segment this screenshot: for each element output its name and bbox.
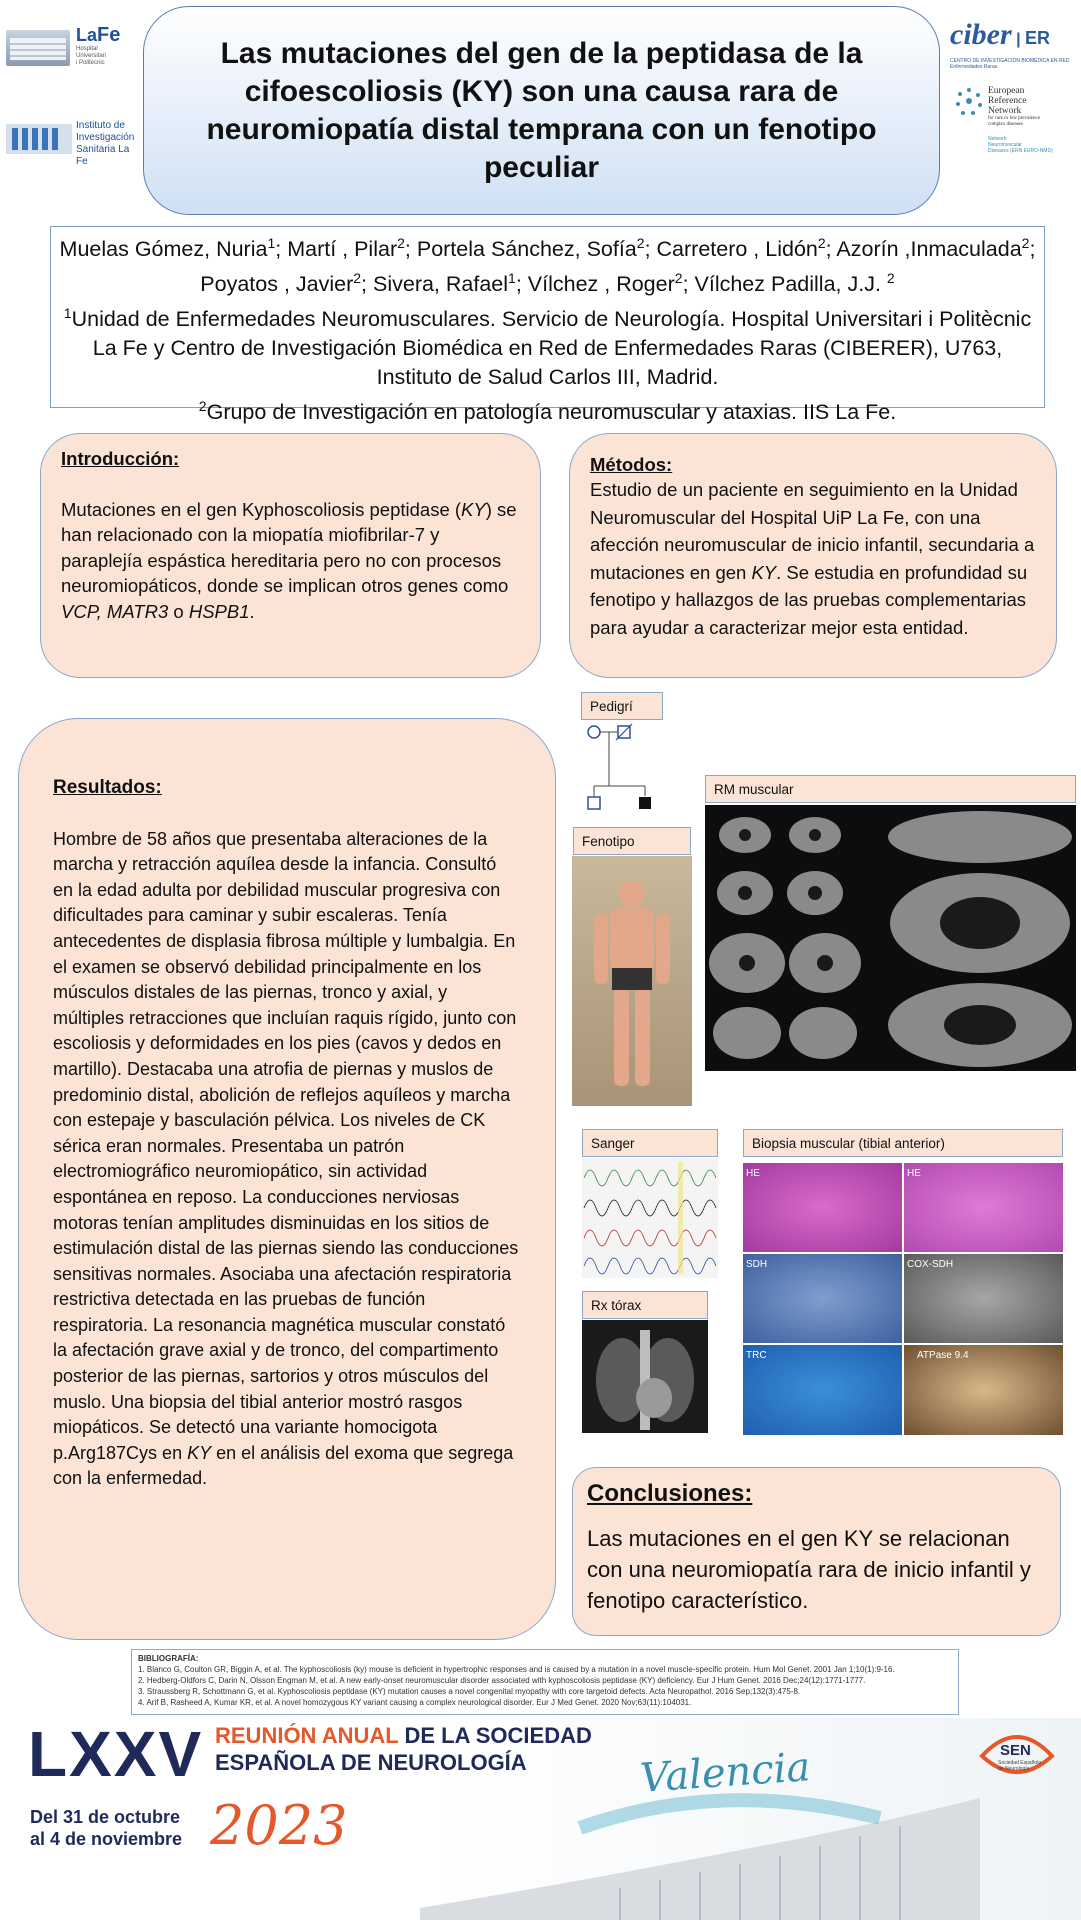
- biopsy-grid: [743, 1163, 1063, 1435]
- pedigree-label: Pedigrí: [581, 692, 663, 720]
- iis-line1: Instituto de: [76, 120, 125, 131]
- meeting-title: REUNIÓN ANUAL DE LA SOCIEDAD ESPAÑOLA DE NEUROLOGÍA: [215, 1723, 592, 1775]
- lafe-big: La: [76, 25, 98, 45]
- sanger-label: Sanger: [582, 1129, 718, 1157]
- sanger-traces: [582, 1158, 718, 1278]
- iis-line2: Investigación: [76, 132, 135, 143]
- ciber-name: ciber: [950, 18, 1012, 51]
- ern-line2: Reference: [988, 96, 1027, 106]
- dates: Del 31 de octubre al 4 de noviembre: [30, 1807, 183, 1849]
- biopsy-label: Biopsia muscular (tibial anterior): [743, 1129, 1063, 1157]
- lafe-logo: [6, 24, 134, 72]
- xray-image: [582, 1320, 708, 1433]
- ref-4: 4. Arif B, Rasheed A, Kumar KR, et al. A novel homozygous KY variant causing a complex neurological disorder. Eur J Med Genet. 2020 Nov;63(11):104031.: [138, 1698, 692, 1707]
- iis-line3: Sanitaria La Fe: [76, 144, 130, 167]
- ciber-sub2: Enfermedades Raras: [950, 64, 998, 70]
- sen-text: SEN: [1000, 1742, 1031, 1759]
- methods-heading: Métodos:: [590, 454, 673, 475]
- conclusions-panel: [572, 1467, 1061, 1636]
- ciber-sub1: CENTRO DE INVESTIGACIÓN BIOMÉDICA EN RED: [950, 58, 1070, 64]
- results-panel: [18, 718, 556, 1640]
- ern-logo: [954, 86, 1072, 176]
- xray-label: Rx tórax: [582, 1291, 708, 1319]
- ern-sub2: complex diseases: [988, 122, 1023, 127]
- mri-label: RM muscular: [705, 775, 1076, 803]
- ciber-suffix: ER: [1025, 28, 1051, 48]
- ern-line3: Network: [988, 106, 1022, 116]
- methods-panel: [569, 433, 1057, 678]
- intro-text: Mutaciones en el gen Kyphoscoliosis peptidase (KY) se han relacionado con la miopatía miofibrilar-7 y paraplejía espástica hereditaria pero no con procesos neuromiopáticos, donde se implican otros genes como VCP, MATR3 o HSPB1.: [61, 498, 517, 622]
- poster-title: Las mutaciones del gen de la peptidasa de la cifoescoliosis (KY) son una causa rara de neuromiopatía distal temprana con un fenotipo peculiar: [206, 36, 877, 184]
- ref-2: 2. Hedberg-Oldfors C, Darin N, Olsson Engman M, et al. A new early-onset neuromuscular disorder associated with kyphoscoliosis peptidase (KY) deficiency. Eur J Hum Genet. 2016 Dec;24(12):1771-1777.: [138, 1676, 866, 1685]
- sen-logo: [972, 1726, 1062, 1786]
- stain-atpase: ATPase 9.4: [904, 1345, 1063, 1435]
- results-text: Hombre de 58 años que presentaba alteraciones de la marcha y retracción aquílea desde la infancia. Consultó en la edad adulta por debilidad muscular progresiva con dificultades para caminar y subir escaleras. Tenía antecedentes de displasia fibrosa múltiple y lumbalgia. En el examen se observó debilidad principalmente en los músculos distales de las piernas, tronco y axial, y múltiples retracciones que incluían raquis rígido, junto con escoliosis y deformidades en los pies (cavos y dedos en martillo). Destacaba una atrofia de piernas y muslos de predominio distal, abolición de reflejos aquíleos y marcha con estepaje y basculación pélvica. Los niveles de CK sérica eran normales. Presentaba un patrón electromiográfico neuromiopático, sin actividad espontánea en reposo. La conducciones nerviosas motoras tenían amplitudes disminuidas en los sitios de estimulación distal de las piernas siendo las conducciones sensitivas normales. Asociaba una afectación respiratoria restrictiva detectada en las pruebas de función respiratoria. La resonancia magnética muscular constató la afectación grave axial y de tronco, del compartimento posterior de las piernas, sartorios y otros músculos del muslo. Una biopsia del tibial anterior mostró rasgos miopáticos. Se detectó una variante homocigota p.Arg187Cys en KY en el análisis del exoma que segrega con la enfermedad.: [53, 828, 519, 1489]
- ref-1: 1. Blanco G, Coulton GR, Biggin A, et al. The kyphoscoliosis (ky) mouse is deficient in hypertrophic responses and is caused by a mutation in a novel muscle-specific protein. Hum Mol Genet. 2001 Jan 1;10(1):9-16.: [138, 1665, 895, 1674]
- ern-line1: European: [988, 86, 1025, 96]
- ern-dots-icon: [954, 86, 984, 116]
- lafe-line1: Hospital: [76, 46, 98, 52]
- sen-sub: Sociedad Española de Neurología: [998, 1760, 1042, 1772]
- intro-panel: [40, 433, 541, 678]
- bibliography-heading: BIBLIOGRAFÍA:: [138, 1654, 199, 1663]
- bibliography-box: [131, 1649, 959, 1715]
- iis-building-icon: [6, 118, 72, 160]
- conclusions-text: Las mutaciones en el gen KY se relacionan con una neuromiopatía rara de inicio infantil y fenotipo característico.: [587, 1526, 1031, 1613]
- ref-3: 3. Straussberg R, Schottmann G, et al. Kyphoscoliosis peptidase (KY) mutation causes a novel congenital myopathy with core targetoid defects. Acta Neuropathol. 2016 Sep;132(3):475-8.: [138, 1687, 801, 1696]
- iis-logo: [6, 114, 136, 167]
- lafe-line2: Universitari: [76, 53, 107, 59]
- stain-sdh: SDH: [743, 1254, 902, 1343]
- stain-he-1: HE: [743, 1163, 902, 1252]
- conclusions-heading: Conclusiones:: [587, 1480, 753, 1507]
- intro-heading: Introducción:: [61, 448, 180, 469]
- phenotype-photo: [572, 856, 692, 1106]
- author-list: Muelas Gómez, Nuria$^1$; Martí , Pilar$^2$; Portela Sánchez, Sofía$^2$; Carretero , Lidón$^2$; Azorín ,Inmaculada$^2$; Poyatos , Javier$^2$; Sivera, Rafael$^1$; Vílchez , Roger$^2$; Vílchez Padilla, J.J. $^2$: [59, 235, 1036, 297]
- ern-net1: Network: [988, 136, 1007, 142]
- lafe-fe: Fe: [97, 24, 121, 46]
- affiliation-2: $^2$Grupo de Investigación en patología neuromuscular y ataxias. IIS La Fe.: [198, 398, 897, 425]
- mri-images: [705, 805, 1076, 1071]
- phenotype-label: Fenotipo: [573, 827, 691, 855]
- pedigree-chart: [580, 720, 660, 820]
- city-name: Valencia: [638, 1744, 812, 1802]
- title-box: [143, 6, 940, 215]
- authors-box: [50, 226, 1045, 425]
- ciber-logo: ciber | ER CENTRO DE INVESTIGACIÓN BIOMÉDICA EN RED Enfermedades Raras: [950, 20, 1078, 68]
- edition-numeral: LXXV: [28, 1718, 204, 1790]
- ern-sub1: for rare or low prevalence: [988, 116, 1040, 121]
- ern-net3: Diseases (ERN EURO-NMD): [988, 148, 1053, 154]
- methods-text: Estudio de un paciente en seguimiento en la Unidad Neuromuscular del Hospital UiP La Fe, con una afección neuromuscular de inicio infantil, secundaria a mutaciones en gen KY. Se estudia en profundidad su fenotipo y hallazgos de las pruebas complementarias para ayudar a caracterizar mejor esta entidad.: [590, 479, 1035, 638]
- building-icon: [6, 30, 70, 66]
- lafe-line3: i Politècnic: [76, 60, 105, 66]
- stain-cox-sdh: COX-SDH: [904, 1254, 1063, 1343]
- affiliation-1: $^1$Unidad de Enfermedades Neuromusculares. Servicio de Neurología. Hospital Universitari i Politècnic La Fe y Centro de Investigación Biomédica en Red de Enfermedades Raras (CIBERER), U763, Instituto de Salud Carlos III, Madrid.: [63, 305, 1032, 390]
- stain-trc: TRC: [743, 1345, 902, 1435]
- ern-net2: Neuromuscular: [988, 142, 1022, 148]
- results-heading: Resultados:: [53, 777, 162, 798]
- year: 2023: [210, 1794, 348, 1857]
- stain-he-2: HE: [904, 1163, 1063, 1252]
- footer-banner: [0, 1718, 1081, 1920]
